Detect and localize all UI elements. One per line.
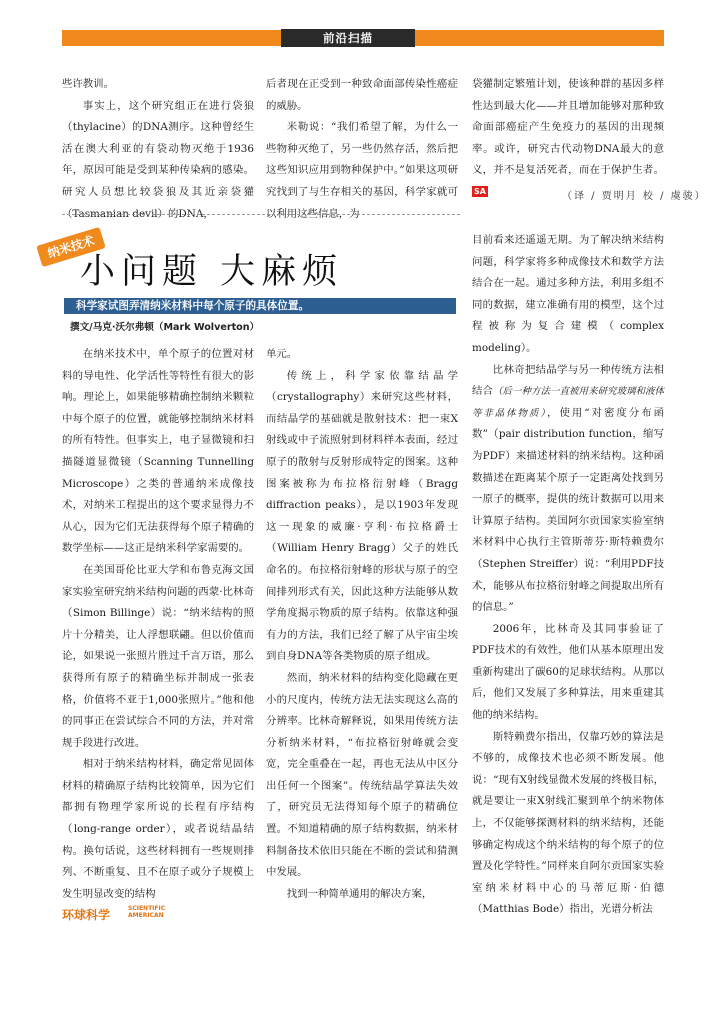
- paragraph-text: 比林奇把结晶学与另一种传统方法相结合: [472, 363, 664, 398]
- top-column-1: [62, 74, 254, 225]
- paragraph-text: ，使用“对密度分布函数”（pair distribution function，缩写为PDF）来描述材料的纳米结构。这种函数描述在距离某个原子一定距离处找到另一原子的概率，提供的统计数据可以用来计算原子结构。美国阿尔贡国家实验室纳米材料中心执行主管斯蒂芬·斯特赖费尔（Stephen Streiffer）说：“利用PDF技术，能够从布拉格衍射峰之间提取出所有的信息。”: [472, 406, 665, 614]
- paragraph: 单元。: [266, 348, 298, 360]
- section-header-label: 前沿扫描: [281, 29, 415, 47]
- paragraph: [472, 360, 664, 619]
- paragraph: 2006年，比林奇及其同事验证了PDF技术的有效性，他们从基本原理出发重新构建出了碳60的足球状结构。从那以后，他们又发展了多种算法，用来重建其他的纳米结构。: [472, 622, 664, 722]
- paragraph: 传统上，科学家依靠结晶学（crystallography）来研究这些材料，而结晶学的基础就是散射技术：把一束X射线或中子流照射到材料样本表面，经过原子的散射与反射形成特定的图案。这种图案被称为布拉格衍射峰（Bragg diffraction peaks），是以1903年发现这一现象的威廉·亨利·布拉格爵士（William Henry Bragg）父子的姓氏命名的。布拉格衍射峰的形状与原子的空间排列形式有关，因此这种方法能够从数学角度揭示物质的原子结构。依靠这种强有力的方法，我们已经了解了从宇宙尘埃到自身DNA等各类物质的原子组成。: [266, 369, 458, 663]
- paragraph: 在纳米技术中，单个原子的位置对材料的导电性、化学活性等特性有很大的影响。理论上，如果能够精确控制纳米颗粒中每个原子的位置，就能够控制纳米材料的所有特性。但事实上，电子显微镜和扫描隧道显微镜（Scanning Tunnelling Microscope）之类的普通纳米成像技术，对纳米工程提出的这个要求显得力不从心，因为它们无法获得每个原子精确的数学坐标——这正是纳米科学家需要的。: [62, 348, 254, 555]
- article-column-1: [62, 344, 254, 905]
- paragraph: [472, 74, 664, 204]
- article-subtitle: 科学家试图弄清纳米材料中每个原子的具体位置。: [64, 298, 456, 314]
- paragraph: 事实上，这个研究组正在进行袋狼（thylacine）的DNA测序。这种曾经生活在澳大利亚的有袋动物灭绝于1936年，原因可能是受到某种传染病的感染。研究人员想比较袋狼及其近亲袋獾（Tasmanian devil）的DNA，: [62, 99, 254, 220]
- paragraph: 目前看来还遥遥无期。为了解决纳米结构问题，科学家将多种成像技术和数学方法结合在一起。通过多种方法，利用多组不同的数据，建立准确有用的模型，这个过程被称为复合建模（complex modeling）。: [472, 234, 664, 354]
- parenthetical-note: （后一种方法一直被用来研究玻璃和液体等非晶体物质）: [472, 386, 664, 419]
- article-byline: 撰文/马克·沃尔弗顿（Mark Wolverton）: [70, 322, 260, 333]
- category-tag: 纳米技术: [36, 227, 106, 267]
- top-column-3: [472, 74, 664, 204]
- paragraph: 斯特赖费尔指出，仅靠巧妙的算法是不够的，成像技术也必须不断发展。他说：“现有X射线显微术发展的终极目标，就是要让一束X射线汇聚到单个纳米物体上，不仅能够探测材料的纳米结构，还能够确定构成这个纳米结构的每个原子的位置及化学特性。”同样来自阿尔贡国家实验室纳米材料中心的马蒂厄斯·伯德（Matthias Bode）指出，光谱分析法: [472, 730, 664, 916]
- footer-brand: 环球科学: [62, 908, 111, 922]
- paragraph: 后者现在正受到一种致命面部传染性癌症的威胁。: [266, 78, 458, 112]
- paragraph: 在美国哥伦比亚大学和布鲁克海文国家实验室研究纳米结构问题的西蒙·比林奇（Simon Billinge）说：“纳米结构的照片十分精美，让人浮想联翩。但以价值而论，如果说一张照片胜过千言万语，那么获得所有原子的精确坐标并制成一张表格，价值将不亚于1,000张照片。”他和他的同事正在尝试综合不同的方法，并对常规手段进行改进。: [62, 563, 254, 749]
- paragraph: 些许教训。: [62, 78, 114, 90]
- top-column-2: [266, 74, 458, 225]
- paragraph: 找到一种简单通用的解决方案，: [286, 887, 433, 900]
- article-column-3: [472, 230, 664, 921]
- paragraph: 然而，纳米材料的结构变化隐藏在更小的尺度内，传统方法无法实现这么高的分辨率。比林奇解释说，如果用传统方法分析纳米材料，“布拉格衍射峰就会变宽，完全重叠在一起，再也无法从中区分出任何一个图案”。传统结晶学算法失效了，研究员无法得知每个原子的精确位置。不知道精确的原子结构数据，纳米材料制备技术依旧只能在不断的尝试和猜测中发展。: [266, 671, 458, 879]
- footer-logo-line: SCIENTIFIC: [128, 905, 166, 912]
- article-title: 小问题 大麻烦: [80, 252, 344, 292]
- end-mark-sa: SA: [474, 186, 486, 196]
- footer-logo-line: AMERICAN: [128, 912, 164, 919]
- translator-credit: （译 / 贾明月 校 / 虞骏）: [562, 191, 707, 202]
- footer-logo: [128, 905, 165, 919]
- section-divider: [62, 214, 460, 215]
- paragraph: 米勒说：“我们希望了解，为什么一些物种灭绝了，另一些仍然存活，然后把这些知识应用到物种保护中。”如果这项研究找到了与生存相关的基因，科学家就可以利用这些信息，为: [266, 121, 458, 220]
- paragraph: 相对于纳米结构材料，确定常见固体材料的精确原子结构比较简单，因为它们都拥有物理学家所说的长程有序结构（long-range order），或者说结晶结构。换句话说，这些材料拥有一些规则排列、不断重复、且不在原子或分子规模上发生明显改变的结构: [62, 758, 254, 900]
- article-column-2: [266, 344, 458, 905]
- paragraph-text: 袋獾制定繁殖计划，使该种群的基因多样性达到最大化——并且增加能够对那种致命面部癌症产生免疫力的基因的出现频率。或许，研究古代动物DNA最大的意义，并不是复活死者，而在于保护生者。: [472, 78, 664, 177]
